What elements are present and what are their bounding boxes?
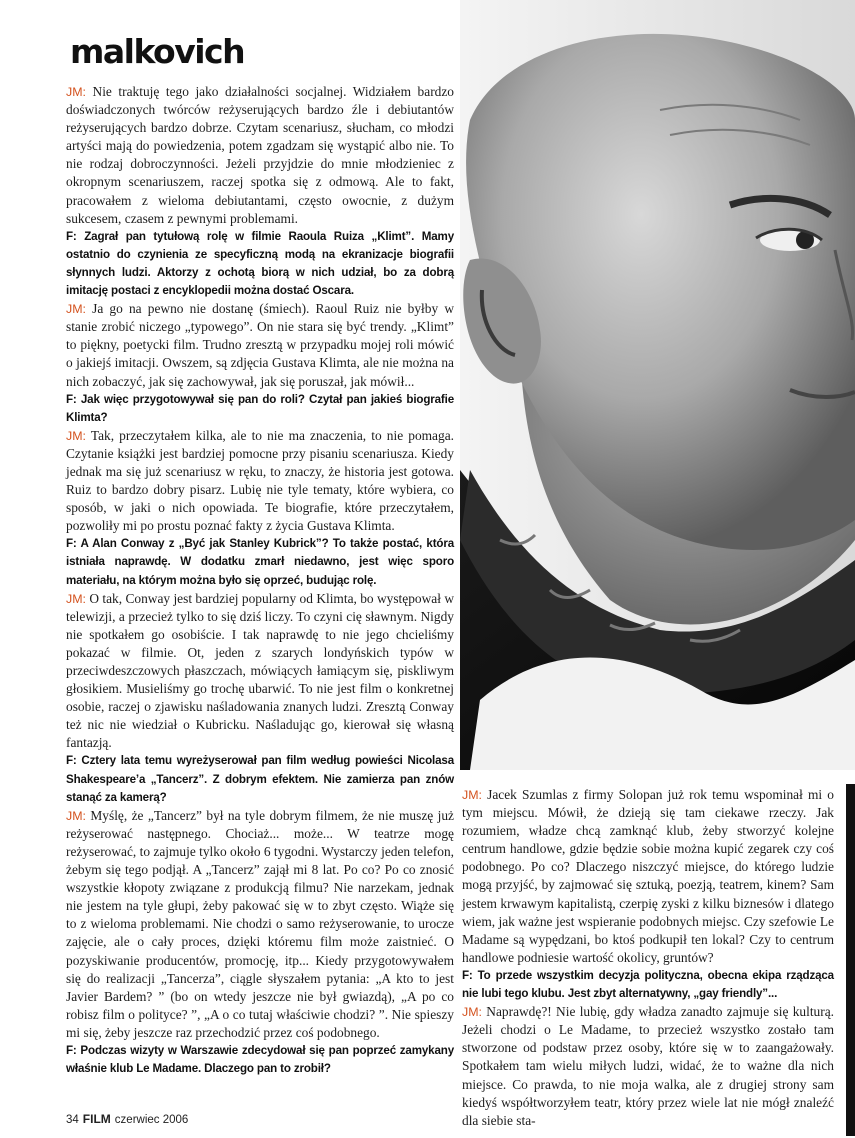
page-edge-bar [846, 784, 855, 1136]
interview-answer [66, 83, 454, 228]
page-footer [66, 1112, 188, 1126]
speaker-label: JM: [66, 302, 86, 317]
page-number: 34 [66, 1114, 79, 1126]
interview-answer [66, 427, 454, 536]
interview-answer [462, 1003, 834, 1130]
interview-question: F: A Alan Conway z „Być jak Stanley Kubrick”? To także postać, która istniała naprawdę. W dodatku zmarł niedawno, jest więc sporo materiału, na którym można było się oprzeć, budując rolę. [66, 537, 454, 587]
article-column-right [462, 786, 834, 1128]
speaker-label: JM: [66, 85, 86, 99]
answer-text: Jacek Szumlas z firmy Solopan już rok temu wspominał mi o tym miejscu. Mówił, że dzieją się tam ciekawe rzeczy. Jak rozumiem, władze chcą zamknąć klub, żeby stworzyć kolejne centrum handlowe, gdzie będzie sobie można kupić zegarek czy coś podobnego. Po co? Dlaczego niszczyć miejsce, do którego ludzie mogą przyjść, by zajmować się sztuką, poezją, teatrem, kinem? Sam jestem krwawym kapitalistą, czerpię zyski z kilku biznesów i dlatego wiem, jak ważne jest wspieranie podobnych miejsc. Czy szefowie Le Madame są wypędzani, bo ktoś podkupił ten lokal? Czy to centrum handlowe podniesie wartość okolicy, gruntów? [462, 787, 834, 965]
interview-answer [66, 807, 454, 1042]
interview-answer [462, 786, 834, 967]
answer-text: Tak, przeczytałem kilka, ale to nie ma znaczenia, to nie pomaga. Czytanie książki jest bardziej pomocne przy pisaniu scenariusza. Kiedy jednak ma się już scenariusz w ręku, to znaczy, że historia jest gotowa. Ruiz to bardzo dobry pisarz. Lubię nie tyle tematy, które wybiera, co sposób, w jaki o nich opowiada. Te biografie, które przeczytałem, pozwoliły mi po prostu poznać fakty z życia Gustava Klimta. [66, 427, 454, 534]
speaker-label: JM: [66, 428, 86, 443]
answer-text: Myślę, że „Tancerz” był na tyle dobrym filmem, że nie muszę już reżyserować następnego. Chociaż... może... W teatrze mogę reżyserować, to zajmuje tylko około 6 tygodni. Wystarczy jeden telefon, żebym się tego podjął. A „Tancerz” zajął mi 8 lat. Po co? Po co znosić wszystkie kłopoty związane z produkcją filmu? Nie narzekam, jednak nie jestem na tyle głupi, żeby pakować się w to zbyt często. Wiąże się to z wieloma problemami. Nie chodzi o samo reżyserowanie, to urocze zajęcie, ale o cały proces, dzięki któremu film może zaistnieć. O pozyskiwanie producentów, promocję, itp... Kiedy przygotowywałem się do realizacji „Tancerza”, ciągle słyszałem pytania: „A kto to jest Javier Bardem? ” (bo on wtedy jeszcze nie był gwiazdą), „A po co robisz film o polityce? ”, „A o co tutaj właściwie chodzi? ”. Nie spieszy mi się, żeby jeszcze raz przechodzić przez coś podobnego. [66, 807, 454, 1040]
answer-text: Ja go na pewno nie dostanę (śmiech). Raoul Ruiz nie byłby w stanie zrobić niczego „typowego”. On nie stara się być trendy. „Klimt” to piękny, poetycki film. Trudno zresztą w przypadku mojej roli mówić o jakiejś imitacji. Owszem, są zdjęcia Gustava Klimta, ale nie można na nich zobaczyć, jak się zachowywał, jak się poruszał, jak mówił... [66, 301, 454, 389]
answer-text: O tak, Conway jest bardziej popularny od Klimta, bo występował w telewizji, a przecież tylko to się dziś liczy. To czyni cię sławnym. Nigdy nie spotkałem go osobiście. I tak naprawdę to nie jego chcieliśmy pokazać w filmie. Ot, jeden z szarych londyńskich typów w przeciwdeszczowych płaszczach, mówiących łamiącym się, piskliwym głosikiem. Musieliśmy go trochę ubarwić. To nie jest film o konkretnej osobie, raczej o zjawisku naśladowania znanych ludzi. Zresztą Conway też nic nie wiedział o Kubricku. Naśladując go, kierował się własną fantazją. [66, 590, 454, 751]
article-column-left [66, 83, 454, 1093]
portrait-photo [460, 0, 855, 770]
speaker-label: JM: [462, 788, 482, 802]
issue-date: czerwiec 2006 [114, 1114, 189, 1126]
interview-question: F: Podczas wizyty w Warszawie zdecydował się pan poprzeć zamykany właśnie klub Le Madame. Dlaczego pan to zrobił? [66, 1043, 454, 1076]
interview-question: F: To przede wszystkim decyzja polityczna, obecna ekipa rządząca nie lubi tego klubu. Jest zbyt alternatywny, „gay friendly”... [462, 968, 834, 1001]
speaker-label: JM: [66, 808, 86, 823]
interview-answer [66, 300, 454, 390]
interview-question: F: Zagrał pan tytułową rolę w filmie Raoula Ruiza „Klimt”. Mamy ostatnio do czynienia ze specyficzną modą na ekranizacje biografii słynnych ludzi. Aktorzy z ochotą biorą w nich udział, bo za dobrą imitację postaci z encyklopedii można dostać Oscara. [66, 229, 454, 298]
interview-answer [66, 590, 454, 753]
portrait-image [460, 0, 855, 770]
interview-question: F: Jak więc przygotowywał się pan do roli? Czytał pan jakieś biografie Klimta? [66, 392, 454, 424]
magazine-brand: FILM [82, 1112, 111, 1126]
speaker-label: JM: [462, 1005, 482, 1020]
answer-text: Nie traktuję tego jako działalności socjalnej. Widziałem bardzo doświadczonych twórców reżyserujących bardzo źle i debiutantów reżyserujących bardzo dobrze. Czytam scenariusz, słucham, co młodzi artyści mają do powiedzenia, potem zgadzam się wystąpić albo nie. To nie rodzaj dobroczynności. Jeżeli przyjdzie do mnie młodzieniec z okropnym scenariuszem, raczej spotka się z odmową. Ale to fakt, pracowałem z wieloma debiutantami, często owocnie, z dużym sukcesem, czasem z pewnymi problemami. [66, 84, 454, 226]
answer-text: Naprawdę?! Nie lubię, gdy władza zanadto zajmuje się kulturą. Jeżeli chodzi o Le Madame, to przecież wszystko zostało tam stworzone od podstaw przez osoby, które się w to zaangażowały. Spotkałem tam wielu miłych ludzi, widać, że to ważne dla nich miejsce. Co prawda, to nie moja walka, ale z drugiej strony sam kiedyś współtworzyłem teatr, który przez wiele lat nie mógł znaleźć dla siebie sta- [462, 1004, 834, 1128]
speaker-label: JM: [66, 591, 86, 606]
interview-question: F: Cztery lata temu wyreżyserował pan film według powieści Nicolasa Shakespeare’a „Tancerz”. Z dobrym efektem. Nie zamierza pan znów stanąć za kamerą? [66, 754, 454, 804]
page-title: malkovich [70, 32, 245, 71]
